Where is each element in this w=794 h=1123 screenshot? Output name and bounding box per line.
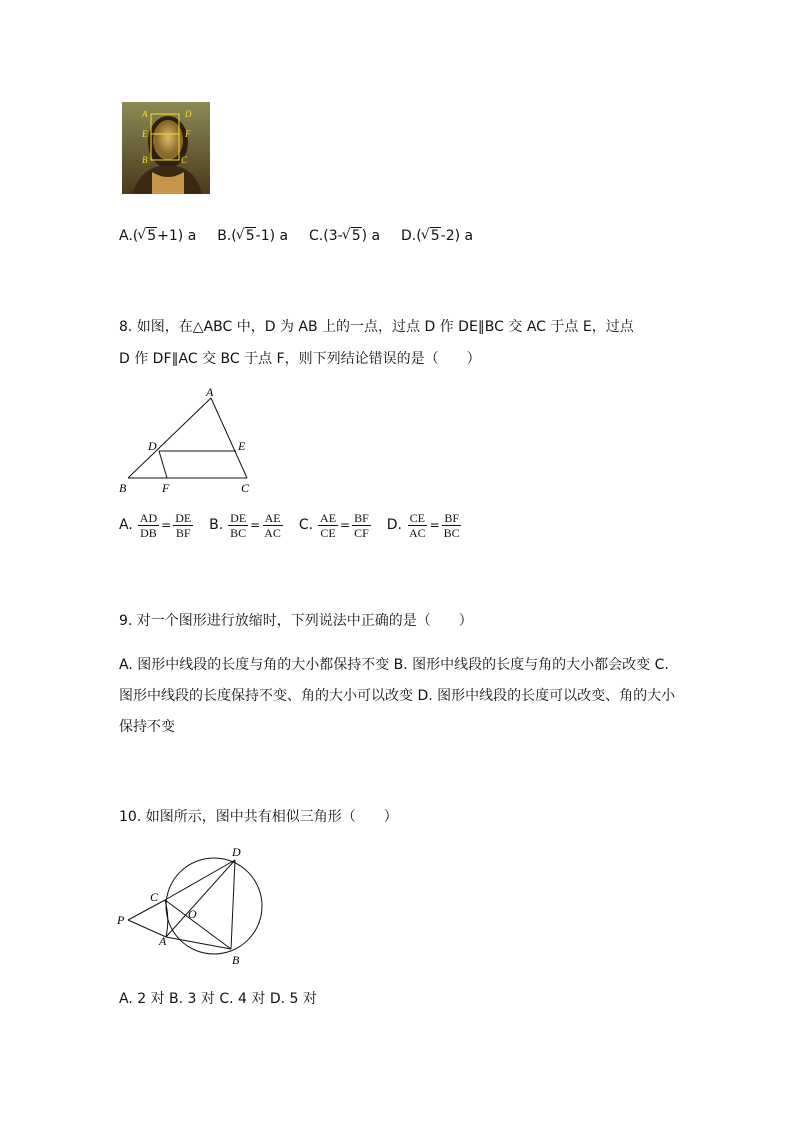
q8-option-c[interactable]: C. $\frac{AE}{CE}$ = $\frac{BF}{CF}$ — [298, 510, 369, 540]
q8-option-b[interactable]: B. $\frac{DE}{BC}$ = $\frac{AE}{AC}$ — [209, 510, 281, 540]
q7-label-d: D — [185, 109, 192, 119]
q10-label-d: D — [232, 845, 241, 859]
fraction: $\frac{DE}{BC}$ — [230, 510, 247, 540]
q7-option-a[interactable]: A.(√ 5+1) a — [119, 228, 201, 244]
q10-stem: 10. 如图所示，图中共有相似三角形（ ） — [119, 809, 398, 825]
q7-label-a: A — [142, 109, 148, 119]
q8-label-a: A — [206, 385, 214, 399]
q7-portrait-figure — [122, 102, 210, 194]
q10-options: A. 2 对 B. 3 对 C. 4 对 D. 5 对 — [119, 991, 317, 1007]
q10-label-b: B — [232, 953, 240, 967]
fraction: $\frac{AE}{CE}$ — [320, 510, 337, 540]
q10-label-o: O — [188, 907, 197, 921]
q7-label-f: F — [185, 129, 191, 139]
q7-option-b[interactable]: B.(√ 5-1) a — [217, 228, 292, 244]
fraction: $\frac{DE}{BF}$ — [175, 510, 192, 540]
q7-label-e: E — [142, 129, 148, 139]
q8-label-e: E — [238, 439, 246, 453]
q8-option-a[interactable]: A. $\frac{AD}{DB}$ = $\frac{DE}{BF}$ — [119, 510, 192, 540]
q8-stem-line2: D 作 DF∥AC 交 BC 于点 F，则下列结论错误的是（ ） — [119, 351, 481, 367]
q8-label-d: D — [148, 439, 157, 453]
q8-option-d[interactable]: D. $\frac{CE}{AC}$ = $\frac{BF}{BC}$ — [386, 510, 460, 540]
q7-option-d[interactable]: D.(√ 5-2) a — [401, 228, 473, 244]
q8-label-b: B — [119, 481, 127, 495]
q10-label-c: C — [150, 890, 159, 904]
q7-option-c[interactable]: C.(3-√ 5) a — [309, 228, 385, 244]
q7-label-b: B — [142, 155, 148, 165]
fraction: $\frac{AE}{AC}$ — [264, 510, 281, 540]
q8-triangle-figure — [110, 382, 270, 498]
sqrt-icon: √ 5 — [237, 226, 256, 246]
q7-label-c: C — [181, 155, 188, 165]
q9-options: A. 图形中线段的长度与角的大小都保持不变 B. 图形中线段的长度与角的大小都会改变 C. 图形中线段的长度保持不变、角的大小可以改变 D. 图形中线段的长度可以改变、角的大小保持不变 — [119, 657, 676, 735]
fraction: $\frac{CE}{AC}$ — [408, 510, 426, 540]
fraction: $\frac{BF}{BC}$ — [443, 510, 460, 540]
fraction: $\frac{BF}{CF}$ — [354, 510, 369, 540]
sqrt-icon: √ 5 — [422, 226, 441, 246]
sqrt-icon: √ 5 — [343, 226, 362, 246]
q8-label-f: F — [162, 481, 170, 495]
fraction: $\frac{AD}{DB}$ — [139, 510, 158, 540]
q8-stem-line1: 8. 如图，在△ABC 中，D 为 AB 上的一点，过点 D 作 DE∥BC 交 AC 于点 E，过点 — [119, 319, 634, 335]
sqrt-icon: √ 5 — [138, 226, 157, 246]
q10-label-a: A — [159, 934, 167, 948]
q10-circle-figure — [112, 842, 272, 972]
q10-label-p: P — [117, 913, 125, 927]
q8-label-c: C — [241, 481, 250, 495]
q7-options — [119, 226, 473, 246]
q9-stem: 9. 对一个图形进行放缩时，下列说法中正确的是（ ） — [119, 613, 473, 629]
q8-options — [119, 510, 463, 540]
